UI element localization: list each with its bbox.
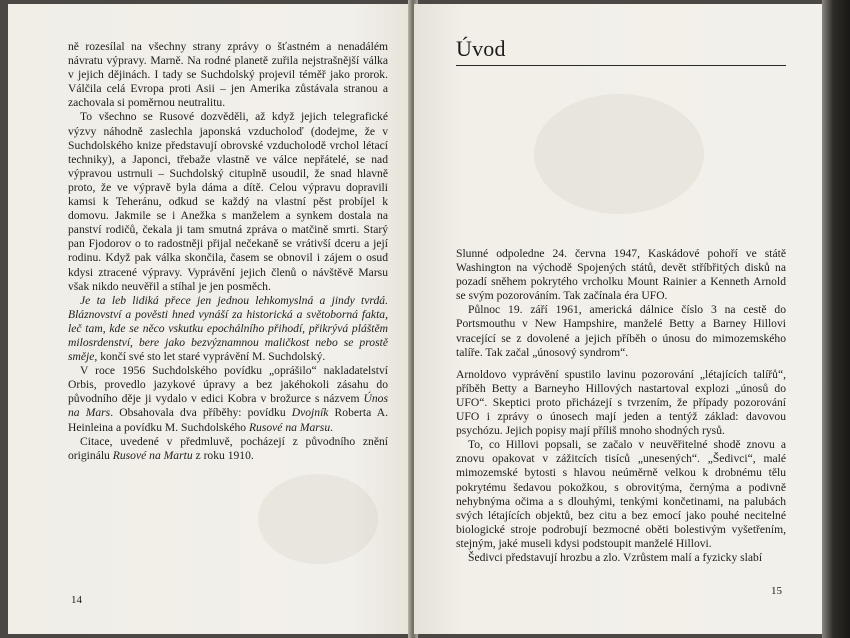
italic-text: Rusové na Martu [112, 448, 193, 462]
paragraph-text: Půlnoc 19. září 1961, americká dálnice číslo 3 na cestě do Portsmouthu v New Hampshire, manželé Betty a Barney Hillovi vracející se z dovolené a jejich příběh o únosu do mimozemského talíře. Tak začal „únosový syndrom“. [456, 303, 786, 359]
paragraph-text: ně rozesílal na všechny strany zprávy o šťastném a nenadálém návratu výpravy. Marně. Na rodné planetě zuřila nejstrašnější válka v jejich dějinách. I tady se Suchdolský projevil téměř jako prorok. Válčila celá Evropa proti Asii – jen Amerika zůstávala stranou a zachovala si poměrnou neutralitu. [68, 40, 388, 110]
left-page [8, 4, 412, 634]
right-page-text [456, 247, 786, 565]
chapter-title: Úvod [456, 36, 506, 61]
italic-text: Rusové na Marsu [248, 420, 331, 434]
paragraph [68, 364, 388, 434]
paragraph-text: Slunné odpoledne 24. června 1947, Kaskádové pohoří ve státě Washington na východě Spojených států, devět stříbřitých disků na pozadí sněhem pokrytého vrcholku Mount Rainier a Kenneth Arnold se svým pozorováním. Tak začínala éra UFO. [456, 247, 786, 303]
left-page-text [68, 40, 388, 463]
page-number-right: 15 [771, 585, 782, 597]
paragraph [68, 435, 388, 463]
paragraph [68, 40, 388, 110]
paragraph-text: . [330, 420, 334, 434]
paragraph-text: Šedivci představují hrozbu a zlo. Vzrůstem malí a fyzicky slabí [468, 550, 763, 564]
italic-text: Únos na Mars [68, 392, 388, 420]
page-number-left: 14 [71, 594, 82, 606]
paragraph-text: Citace, uvedené v předmluvě, pocházejí z původního znění originálu [68, 434, 388, 462]
paragraph [68, 294, 388, 364]
paragraph [456, 303, 786, 359]
title-rule [456, 65, 786, 66]
paragraph [456, 368, 786, 438]
paragraph-text: Arnoldovo vyprávění spustilo lavinu pozorování „létajících talířů“, příběh Betty a Barneyho Hillových nastartoval explozi „únosů do UFO“. Skeptici proto přicházejí s tvrzením, že případy pozorování UFO i zprávy o únosech mají jeden a tentýž základ: davovou psychózu. Jejich popisy mají příliš mnoho shodných rysů. [456, 367, 786, 438]
italic-text: Je ta leb lidiká přece jen jednou lehkomyslná a jindy tvrdá. Bláznovství a pověsti hned vynáší za historická a světoborná fakta, leč tam, kde se něco vskutku epochálního přihodí, přikrývá pláštěm milosrdenství, bere jako bezvýznamnou maličkost nebo se prostě směje, [68, 293, 388, 364]
page-stain [258, 474, 378, 564]
paragraph-text: končí své sto let staré vyprávění M. Suchdolský. [97, 350, 326, 364]
paragraph-text: . Obsahovala dva příběhy: povídku [110, 406, 292, 420]
book-edge [822, 0, 850, 638]
paragraph-text: Roberta A. Heinleina a povídku M. Suchdolského [68, 406, 388, 434]
right-page [414, 4, 822, 634]
page-stain [534, 94, 704, 214]
paragraph-text: V roce 1956 Suchdolského povídku „oprášilo“ nakladatelství Orbis, provedlo jazykové úpravy a bez jakéhokoli zásahu do původního děje ji vydalo v edici Kobra v brožurce s názvem [68, 364, 388, 406]
paragraph-text: z roku 1910. [192, 448, 254, 462]
paragraph-text: To, co Hillovi popsali, se začalo v neuvěřitelné shodě znovu a znovu opakovat v zážitcích tisíců „unesených“. „Šedivci“, malé mimozemské bytosti s hlavou neúměrně velkou k drobnému tělu pokrytému šedavou pokožkou, s obrovitýma, černýma a podivně nehybnýma očima a s dlouhými, tenkými končetinami, na palubách svých létajících objektů, bez citu a bez emocí jako pouhé necitelné biologické stroje podrobují bezmocné oběti bolestivým vyšetřením, stejným, jaké museli kdysi podstoupit manželé Hillovi. [456, 438, 786, 550]
paragraph [68, 110, 388, 293]
paragraph [456, 551, 786, 565]
paragraph-text: To všechno se Rusové dozvěděli, až když jejich telegrafické výzvy náhodně zaslechla japonská vzducholoď (dodejme, že v Suchdolského knize představují obrovské vzducholodě vrchol létací techniky), a Japonci, třebaže vlastně ve válce nepřátelé, se nad výpravou ustrnuli – Suchdolský cituplně usoudil, že snad hlavně proto, že ve výpravě byla dáma a dítě. Celou výpravu dopravili kamsi k Teheránu, odkud se každý na vlastní pěst probíjel k domovu. Jakmile se i Anežka s manželem a synkem dostala na panství rodičů, čekala ji tam smutná zpráva o matčině smrti. Starý pan Fjodorov o to radostněji přijal nečekaně se vrátivší dceru a její rodinu. Když pak válka skončila, časem se obnovil i zájem o osud kdysi ztracené výpravy. Vyprávění jejich členů o návštěvě Marsu však nikdo neuvěřil a stíhal je jen posměch. [68, 110, 388, 293]
paragraph [456, 438, 786, 551]
paragraph [456, 247, 786, 303]
italic-text: Dvojník [291, 406, 329, 420]
